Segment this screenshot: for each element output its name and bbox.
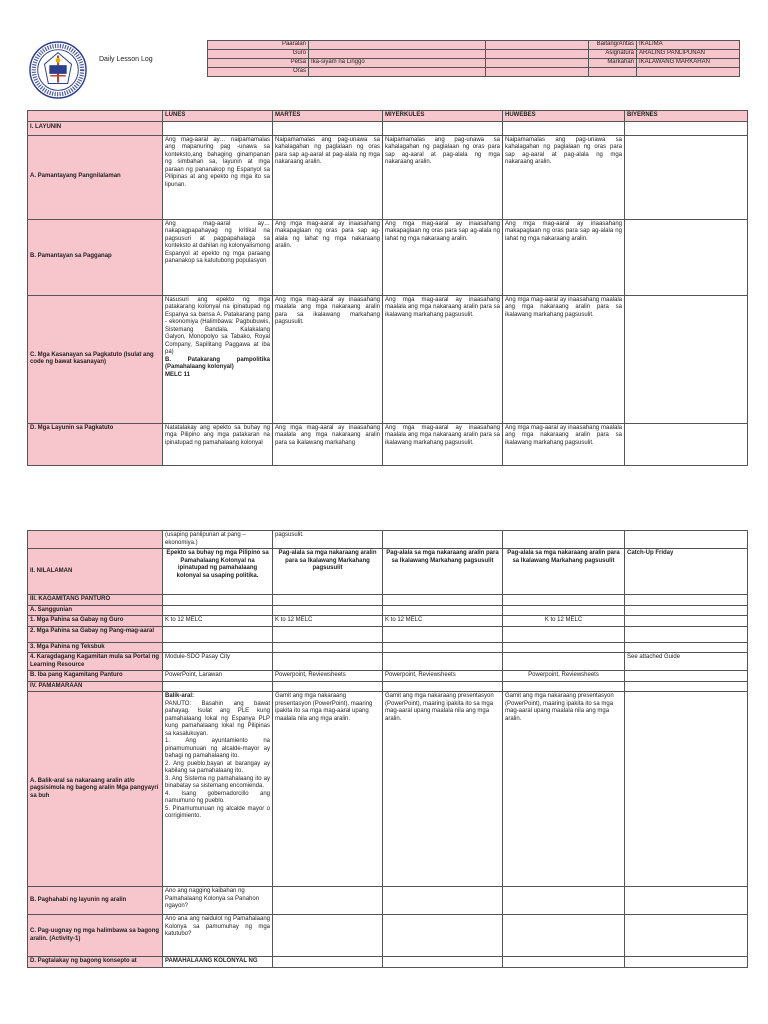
cell-miyerkules xyxy=(383,915,503,957)
cell-huwebes xyxy=(503,957,625,968)
cell-miyerkules xyxy=(383,957,503,968)
cell-lunes: K to 12 MELC xyxy=(163,616,273,627)
cell-biyernes xyxy=(625,295,748,423)
header-value-guro xyxy=(309,50,486,59)
row-label-sanggunian: A. Sanggunian xyxy=(28,605,163,616)
header-label-oras: Oras xyxy=(208,68,309,77)
cell-martes xyxy=(273,915,383,957)
cell-miyerkules: Powerpoint, Reviewsheets xyxy=(383,671,503,682)
cell-martes xyxy=(273,887,383,915)
row-label-iba-pang-kagamitan: B. Iba pang Kagamitang Panturo xyxy=(28,671,163,682)
cell-biyernes xyxy=(625,423,748,465)
cell-martes: Ang mga mag-aaral ay inaasahang makapaglaan ng oras para sap ag-alala ng lahat ng mga nakaraang aralin. xyxy=(273,219,383,295)
table-row xyxy=(28,549,748,595)
section-heading-row xyxy=(28,681,748,692)
row-label-pamantayan-sa-pagganap: B. Pamantayan sa Pagganap xyxy=(28,219,163,295)
header-label-asignatura: Asignatura xyxy=(589,50,637,59)
row-label-mga-kasanayan: C. Mga Kasanayan sa Pagkatuto (Isulat ang code ng bawat kasanayan) xyxy=(28,295,163,423)
cell-lunes xyxy=(163,295,273,423)
list-item: 2. Ang pueblo,bayan at barangay ay kabilang sa pamahalaang ito. xyxy=(165,760,270,774)
row-label-pamantayang-pangnilalaman: A. Pamantayang Pangnilalaman xyxy=(28,135,163,219)
cell-lunes: PowerPoint, Larawan xyxy=(163,671,273,682)
section-heading-row xyxy=(28,595,748,606)
cell-huwebes: Pag-alala sa mga nakaraang aralin para sa Ikalawang Markahang pagsusulit xyxy=(503,549,625,595)
cell-lunes: Ang mag-aaral ay… nakapagpapahayag ng kritikal na pagsusuri at pagpapahalaga sa konteksto at dahilan ng kolonyalismong Espanyol at epekto ng mga paraang pananakop sa katutubong populasyon xyxy=(163,219,273,295)
cell-miyerkules: Naipamamalas ang pag-unawa sa kahalagahan ng paglalaan ng oras para sap ag-aaral at pag-alala ng mga nakaraang aralin. xyxy=(383,135,503,219)
melc-code: MELC 11 xyxy=(165,371,191,378)
row-label-gabay-ng-pang-mag-aaral: 2. Mga Pahina sa Gabay ng Pang-mag-aaral xyxy=(28,626,163,642)
lesson-log-table-part1 xyxy=(27,110,748,466)
header-row xyxy=(208,59,740,68)
header-label-paaralan: Paaralan xyxy=(208,41,309,50)
table-row xyxy=(28,671,748,682)
header-value-petsa: Ika-siyam na Linggo xyxy=(309,59,486,68)
cell-miyerkules xyxy=(383,642,503,653)
cell-lunes xyxy=(163,642,273,653)
list-item: 1. Ang ayuntamiento na pinamumunuan ng alcalde-mayor ay bahagi ng pamahalaang ito. xyxy=(165,738,270,759)
cell-miyerkules xyxy=(383,626,503,642)
cell-lunes: Ano ang nagging kaibahan ng Pamahalaang Kolonya sa Panahon ngayon? xyxy=(163,887,273,915)
cell-martes: Pag-alala sa mga nakaraang aralin para sa Ikalawang Markahang pagsusulit xyxy=(273,549,383,595)
day-header-biyernes: BIYERNES xyxy=(625,111,748,122)
cell-lunes: (usaping panlipunan at pang – ekonomiya.) xyxy=(163,531,273,549)
row-label-pag-uugnay: C. Pag-uugnay ng mga halimbawa sa bagong aralin. (Activity-1) xyxy=(28,915,163,957)
cell-huwebes xyxy=(503,915,625,957)
cell-martes xyxy=(273,957,383,968)
cell-biyernes xyxy=(625,219,748,295)
deped-seal-logo xyxy=(29,41,87,99)
table-row xyxy=(28,957,748,968)
balik-aral-title: Balik-aral: xyxy=(165,693,195,699)
cell-huwebes xyxy=(503,626,625,642)
cell-miyerkules: K to 12 MELC xyxy=(383,616,503,627)
row-label-pagtalakay: D. Pagtalakay ng bagong konsepto at xyxy=(28,957,163,968)
patakarang-pampolitika: B. Patakarang pampolitika (Pamahalaang kolonyal) xyxy=(165,356,270,370)
header-value-oras xyxy=(309,68,486,77)
cell-huwebes xyxy=(503,531,625,549)
cell-biyernes: Catch-Up Friday xyxy=(625,549,748,595)
list-item: 5. Pinamumunuan ng alcalde mayor o corrigimiento. xyxy=(165,805,270,819)
cell-miyerkules: Ang mga mag-aaral ay inaasahang maalala ang mga nakaraang aralin para sa ikalawang markahang pagsusulit. xyxy=(383,295,503,423)
cell-biyernes xyxy=(625,957,748,968)
cell-huwebes: Ang mga mag-aaral ay inaasahang makapaglaan ng oras para sap ag-alala ng lahat ng mga nakaraang aralin. xyxy=(503,219,625,295)
cell-miyerkules: Gamit ang mga nakaraang presentasyon (PowerPoint), maaring ipakita ito sa mga mag-aaral upang maalala nila ang mga aralin. xyxy=(383,692,503,887)
section-heading-kagamitan: III. KAGAMITANG PANTURO xyxy=(28,595,163,606)
cell-huwebes: Naipamamalas ang pag-unawa sa kahalagahan ng paglalaan ng oras para sap ag-aaral at pag-alala ng mga nakaraang aralin. xyxy=(503,135,625,219)
day-header-miyerkules: MIYERKULES xyxy=(383,111,503,122)
cell-huwebes: Ang mga mag-aaral ay inaasahang maalala ang mga nakaraang aralin para sa ikalawang markahang pagsusulit. xyxy=(503,295,625,423)
cell-biyernes xyxy=(625,915,748,957)
header-label-petsa: Petsa xyxy=(208,59,309,68)
table-row xyxy=(28,653,748,671)
table-row xyxy=(28,626,748,642)
cell-martes: K to 12 MELC xyxy=(273,616,383,627)
cell-lunes: Ang mag-aaral ay… naipamamalas ang mapanuring pag -unawa sa konteksto,ang bahaging ginampanan ng simbahan sa, layunin at mga paraan ng pananakop ng Espanyol sa Pilipinas at ang epekto ng mga ito sa lipunan. xyxy=(163,135,273,219)
table-row xyxy=(28,295,748,423)
row-label-nilalaman: II. NILALAMAN xyxy=(28,549,163,595)
balik-aral-panuto: PANUTO: Basahin ang bawat pahayag. Isulat ang PLE kung pamahalaang lokal ng Espanya PLP kung pamahalaang lokal ng Pilipinas sa kasalukuyan. xyxy=(165,700,270,737)
header-value-baitang: IKALIMA xyxy=(637,41,740,50)
cell-miyerkules xyxy=(383,887,503,915)
lesson-log-table-part2 xyxy=(27,530,748,968)
table-row xyxy=(28,605,748,616)
day-header-lunes: LUNES xyxy=(163,111,273,122)
cell-martes xyxy=(273,653,383,671)
cell-miyerkules: Pag-alala sa mga nakaraang aralin para sa Ikalawang Markahang pagsusulit xyxy=(383,549,503,595)
cell-lunes xyxy=(163,626,273,642)
cell-lunes: PAMAHALAANG KOLONYAL NG xyxy=(163,957,273,968)
header-label-markahan: Markahan xyxy=(589,59,637,68)
cell-martes: Naipamamalas ang pag-unawa sa kahalagahan ng paglalaan ng oras para sap ag-aaral at pag-alala ng mga nakaraang aralin. xyxy=(273,135,383,219)
header-row xyxy=(208,50,740,59)
row-label-karagdagang-kagamitan: 4. Karagdagang Kagamitan mula sa Portal ng Learning Resource xyxy=(28,653,163,671)
cell-miyerkules: Ang mga mag-aaral ay inaasahang maalala ang mga nakaraang aralin para sa ikalawang markahang pagsusulit. xyxy=(383,423,503,465)
cell-huwebes xyxy=(503,653,625,671)
cell-martes xyxy=(273,642,383,653)
section-heading-row xyxy=(28,121,748,135)
cell-biyernes xyxy=(625,887,748,915)
cell-biyernes: See attached Guide xyxy=(625,653,748,671)
header-value-markahan: IKALAWANG MARKAHAN xyxy=(637,59,740,68)
days-header-row xyxy=(28,111,748,122)
cell-biyernes xyxy=(625,531,748,549)
day-header-martes: MARTES xyxy=(273,111,383,122)
row-label-paghahabi: B. Paghahabi ng layunin ng aralin xyxy=(28,887,163,915)
cell-lunes: Module-SDO Pasay City xyxy=(163,653,273,671)
cell-huwebes xyxy=(503,887,625,915)
header-value-paaralan xyxy=(309,41,486,50)
section-heading-pamamaraan: IV. PAMAMARAAN xyxy=(28,681,163,692)
list-item: 4. Isang gobernadorcillo ang namumuno ng pueblo. xyxy=(165,790,270,804)
cell-martes: Ang mga mag-aaral ay inaasahang maalala ang mga nakaraang aralin para sa ikalawang markahang pagsusulit. xyxy=(273,295,383,423)
cell-biyernes xyxy=(625,135,748,219)
table-row xyxy=(28,531,748,549)
cell-lunes: Natatalakay ang epekto sa buhay ng mga Pilipino ang mga patakaran na ipinatupad ng pamahalaang kolonyal xyxy=(163,423,273,465)
table-row xyxy=(28,692,748,887)
cell-martes: Ang mga mag-aaral ay inaasahang maalala ang mga nakaraang aralin para sa ikalawang markahang xyxy=(273,423,383,465)
cell-martes: Powerpoint, Reviewsheets xyxy=(273,671,383,682)
row-label-teksbuk: 3. Mga Pahina ng Teksbuk xyxy=(28,642,163,653)
header-info-table xyxy=(207,40,740,77)
cell-biyernes xyxy=(625,642,748,653)
cell-biyernes xyxy=(625,692,748,887)
cell-huwebes xyxy=(503,642,625,653)
table-row xyxy=(28,642,748,653)
section-heading-layunin: I. LAYUNIN xyxy=(28,121,163,135)
cell-lunes xyxy=(163,692,273,887)
cell-huwebes: K to 12 MELC xyxy=(503,616,625,627)
cell-lunes: Epekto sa buhay ng mga Pilipino sa Pamahalaang Kolonyal na ipinatupad ng pamahalaang kolonyal sa usaping politika. xyxy=(163,549,273,595)
table-row xyxy=(28,616,748,627)
cell-biyernes xyxy=(625,626,748,642)
list-item: 3. Ang Sistema ng pamahalaang ito ay binabatay sa sistemang encomienda. xyxy=(165,775,270,789)
cell-huwebes: Powerpoint, Reviewsheets xyxy=(503,671,625,682)
header-row xyxy=(208,41,740,50)
header-value-asignatura: ARALING PANLIPUNAN xyxy=(637,50,740,59)
row-label-gabay-ng-guro: 1. Mga Pahina sa Gabay ng Guro xyxy=(28,616,163,627)
header-label-baitang: Baitang/Antas xyxy=(589,41,637,50)
cell-lunes: Ano ana ang naidulot ng Pamahalaang Kolonya sa pamumuhay ng mga katutubo? xyxy=(163,915,273,957)
header-row xyxy=(208,68,740,77)
table-row xyxy=(28,915,748,957)
row-label-mga-layunin: D. Mga Layunin sa Pagkatuto xyxy=(28,423,163,465)
cell-martes: pagsusulit. xyxy=(273,531,383,549)
row-label-balik-aral: A. Balik-aral sa nakaraang aralin at/o pagsisimula ng bagong aralin Mga pangyayri sa buh xyxy=(28,692,163,887)
cell-martes: Gamit ang mga nakaraang presentasyon (PowerPoint), maaring ipakita ito sa mga mag-aaral upang maalala nila ang mga aralin. xyxy=(273,692,383,887)
cell-huwebes: Ang mga mag-aaral ay inaasahang maalala ang mga nakaraang aralin para sa ikalawang markahang pagsusulit. xyxy=(503,423,625,465)
cell-huwebes: Gamit ang mga nakaraang presentasyon (PowerPoint), maaring ipakita ito sa mga mag-aaral upang maalala nila ang mga aralin. xyxy=(503,692,625,887)
cell-miyerkules: Ang mga mag-aaral ay inaasahang makapaglaan ng oras para sap ag-alala ng lahat ng mga nakaraang aralin. xyxy=(383,219,503,295)
cell-miyerkules xyxy=(383,531,503,549)
cell-biyernes xyxy=(625,616,748,627)
cell-miyerkules xyxy=(383,653,503,671)
cell-biyernes xyxy=(625,671,748,682)
table-row xyxy=(28,887,748,915)
table-row xyxy=(28,423,748,465)
cell-martes xyxy=(273,626,383,642)
table-row xyxy=(28,135,748,219)
day-header-huwebes: HUWEBES xyxy=(503,111,625,122)
header-label-guro: Guro xyxy=(208,50,309,59)
kasanayan-text: Nasusuri ang epekto ng mga patakarang kolonyal na ipinatupad ng Espanya sa bansa A. Patakarang pang - ekonomiya (Halimbawa: Pagbubuwis, Sistemang Bandala, Kalakalang Galyon, Monopolyo sa Tabako, Royal Company, Sapilitang Paggawa at iba pa) xyxy=(165,296,270,355)
document-title: Daily Lesson Log xyxy=(99,56,153,63)
table-row xyxy=(28,219,748,295)
